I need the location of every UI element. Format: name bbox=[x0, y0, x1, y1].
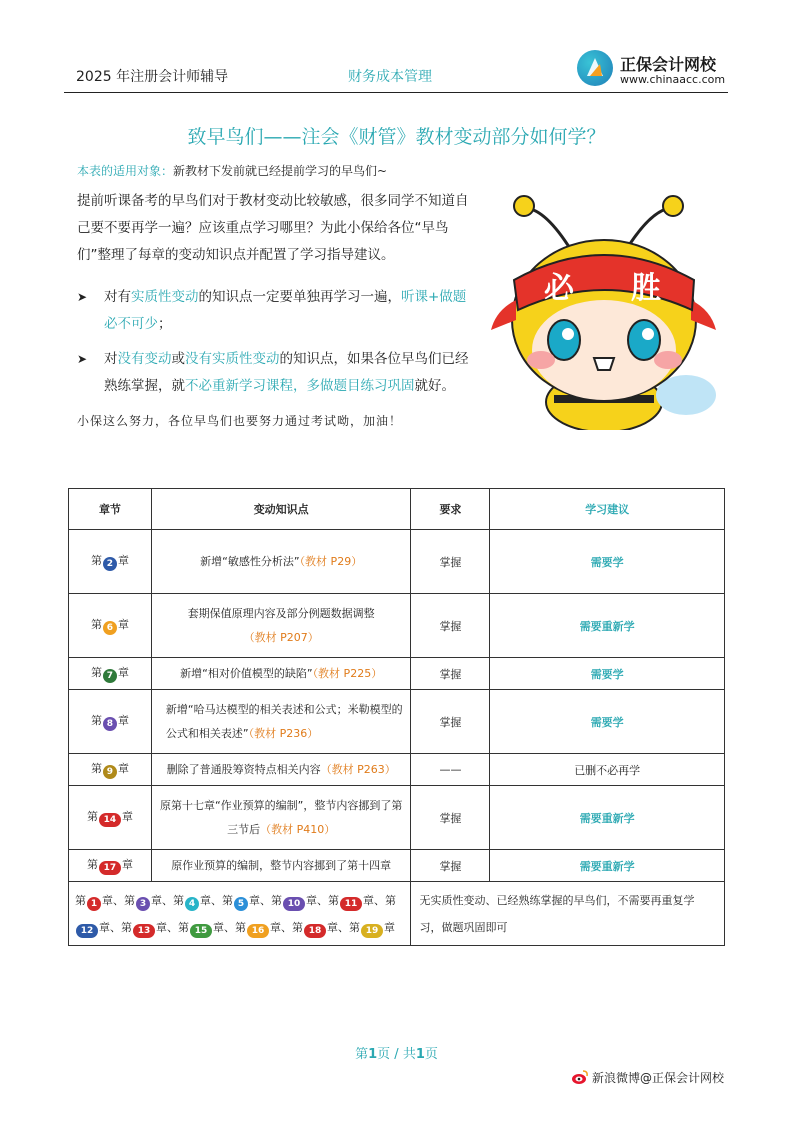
arrow-icon: ➤ bbox=[77, 352, 88, 366]
advice-cell: 需要重新学 bbox=[490, 594, 725, 658]
chapter-suffix: 章、 bbox=[213, 920, 235, 934]
bullet-text: 的知识点一定要单独再学习一遍， bbox=[198, 289, 401, 305]
chapter-number-badge: 16 bbox=[247, 924, 269, 938]
pager-current: 1 bbox=[368, 1047, 378, 1062]
chapter-prefix: 第 bbox=[75, 893, 86, 907]
chapter-number-badge: 3 bbox=[136, 897, 150, 911]
bullet-highlight: 没有变动 bbox=[117, 351, 172, 367]
chapter-number-badge: 10 bbox=[283, 897, 305, 911]
pager-text: 第 bbox=[355, 1047, 369, 1062]
requirement-cell: 掌握 bbox=[411, 786, 490, 850]
knowledge-cell bbox=[151, 690, 411, 754]
header-course: 2025 年注册会计师辅导 bbox=[76, 69, 229, 85]
chapter-cell bbox=[69, 690, 152, 754]
chapter-prefix: 第 bbox=[173, 893, 184, 907]
bullet-text: 对有 bbox=[104, 289, 131, 305]
logo-url: www.chinaacc.com bbox=[620, 73, 726, 86]
bullet-highlight: 实质性变动 bbox=[131, 289, 199, 305]
knowledge-text: 原第十七章“作业预算的编制”，整节内容挪到了第三节后 bbox=[159, 798, 403, 836]
chapter-prefix: 第 bbox=[90, 762, 102, 775]
chapter-number-badge: 18 bbox=[304, 924, 326, 938]
bullet-highlight: 没有实质性变动 bbox=[185, 351, 280, 367]
textbook-ref: （教材 P263） bbox=[320, 762, 396, 776]
chapter-suffix: 章 bbox=[121, 858, 133, 871]
requirement-cell: 掌握 bbox=[411, 690, 490, 754]
chapter-prefix: 第 bbox=[90, 714, 102, 727]
knowledge-cell bbox=[151, 754, 411, 786]
knowledge-text: 套期保值原理内容及部分例题数据调整 bbox=[187, 606, 375, 620]
advice-cell: 需要学 bbox=[490, 658, 725, 690]
knowledge-cell bbox=[151, 594, 411, 658]
table-row bbox=[69, 594, 725, 658]
page-indicator bbox=[0, 1043, 793, 1062]
chapter-number-badge: 19 bbox=[361, 924, 383, 938]
chapter-prefix: 第 bbox=[121, 920, 132, 934]
header-requirement: 要求 bbox=[411, 489, 490, 530]
table-row bbox=[69, 658, 725, 690]
knowledge-cell bbox=[151, 658, 411, 690]
logo-icon bbox=[577, 50, 613, 86]
chapter-suffix: 章 bbox=[117, 618, 129, 631]
bullet-1 bbox=[77, 284, 477, 338]
headband-char-right: 胜 bbox=[631, 271, 661, 306]
bullet-text: 或 bbox=[171, 351, 185, 367]
chapter-number-badge: 12 bbox=[76, 924, 98, 938]
advice-cell: 需要学 bbox=[490, 690, 725, 754]
bullet-text: 的知识点，如果各位早鸟们已经熟练掌握，就 bbox=[104, 351, 469, 394]
chapter-suffix: 章、 bbox=[99, 920, 121, 934]
chapter-prefix: 第 bbox=[90, 666, 102, 679]
knowledge-text: 删除了普通股筹资特点相关内容 bbox=[166, 762, 321, 776]
table-row-unchanged bbox=[69, 882, 725, 946]
bullet-highlight: 听课+做题必不可少 bbox=[104, 289, 467, 332]
pager-text: 页 bbox=[424, 1047, 438, 1062]
chapter-prefix: 第 bbox=[178, 920, 189, 934]
chapter-prefix: 第 bbox=[292, 920, 303, 934]
chapter-cell bbox=[69, 850, 152, 882]
bullet-text: 对 bbox=[104, 351, 118, 367]
chapter-suffix: 章 bbox=[121, 810, 133, 823]
bullet-2 bbox=[77, 346, 477, 400]
requirement-cell: 掌握 bbox=[411, 850, 490, 882]
advice-cell: 需要重新学 bbox=[490, 850, 725, 882]
knowledge-text: 原作业预算的编制，整节内容挪到了第十四章 bbox=[171, 858, 392, 872]
header-subject: 财务成本管理 bbox=[348, 69, 432, 85]
chapter-suffix: 章、 bbox=[249, 893, 271, 907]
chapter-cell bbox=[69, 754, 152, 786]
chapter-number-badge: 15 bbox=[190, 924, 212, 938]
requirement-cell: 掌握 bbox=[411, 594, 490, 658]
header-advice: 学习建议 bbox=[490, 489, 725, 530]
pager-total: 1 bbox=[415, 1047, 425, 1062]
advice-cell: 需要学 bbox=[490, 530, 725, 594]
chapter-suffix: 章、 bbox=[306, 893, 328, 907]
bullet-text: ； bbox=[158, 316, 172, 332]
chapter-number-badge: 13 bbox=[133, 924, 155, 938]
changes-table bbox=[68, 488, 725, 946]
chapter-suffix: 章 bbox=[384, 920, 395, 934]
bee-mascot-illustration bbox=[486, 190, 721, 434]
chapter-number-badge: 11 bbox=[340, 897, 362, 911]
subtitle-label: 本表的适用对象： bbox=[77, 164, 174, 178]
knowledge-text: 新增“哈马达模型的相关表述和公式；米勒模型的公式和相关表述” bbox=[165, 702, 403, 740]
bullet-text: 就好。 bbox=[414, 378, 455, 394]
table-row bbox=[69, 530, 725, 594]
subtitle bbox=[77, 162, 387, 179]
knowledge-text: 新增“相对价值模型的缺陷” bbox=[180, 666, 313, 680]
chapter-suffix: 章、 bbox=[200, 893, 222, 907]
chapter-suffix: 章 bbox=[117, 762, 129, 775]
chapter-prefix: 第 bbox=[235, 920, 246, 934]
chapter-prefix: 第 bbox=[90, 554, 102, 567]
requirement-cell: —— bbox=[411, 754, 490, 786]
chapter-prefix: 第 bbox=[86, 810, 98, 823]
knowledge-cell bbox=[151, 530, 411, 594]
chapter-suffix: 章、 bbox=[327, 920, 349, 934]
knowledge-cell bbox=[151, 786, 411, 850]
unchanged-note-cell: 无实质性变动、已经熟练掌握的早鸟们，不需要再重复学习，做题巩固即可 bbox=[411, 882, 725, 946]
chapter-prefix: 第 bbox=[385, 893, 396, 907]
chapter-prefix: 第 bbox=[86, 858, 98, 871]
chapter-suffix: 章、 bbox=[102, 893, 124, 907]
chapter-cell bbox=[69, 658, 152, 690]
advice-cell: 已删不必再学 bbox=[490, 754, 725, 786]
chapter-number-badge: 5 bbox=[234, 897, 248, 911]
textbook-ref: （教材 P29） bbox=[299, 554, 363, 568]
subtitle-text: 新教材下发前就已经提前学习的早鸟们~ bbox=[173, 164, 388, 178]
table-row bbox=[69, 690, 725, 754]
header-chapter: 章节 bbox=[69, 489, 152, 530]
chapter-cell bbox=[69, 530, 152, 594]
intro-text: 提前听课备考的早鸟们对于教材变动比较敏感，很多同学不知道自己要不要再学一遍？应该重点学习哪里？为此小保给各位“早鸟们”整理了每章的变动知识点并配置了学习指导建议。 bbox=[77, 193, 469, 263]
intro-paragraph bbox=[77, 188, 477, 269]
chapter-suffix: 章、 bbox=[151, 893, 173, 907]
chapter-suffix: 章、 bbox=[270, 920, 292, 934]
knowledge-text: 新增“敏感性分析法” bbox=[200, 554, 300, 568]
chapter-number-badge: 7 bbox=[103, 669, 117, 683]
chapter-prefix: 第 bbox=[124, 893, 135, 907]
chapter-suffix: 章 bbox=[117, 714, 129, 727]
table-row bbox=[69, 850, 725, 882]
textbook-ref: （教材 P225） bbox=[312, 666, 383, 680]
chapter-number-badge: 14 bbox=[99, 813, 121, 827]
chapter-prefix: 第 bbox=[222, 893, 233, 907]
chapter-prefix: 第 bbox=[328, 893, 339, 907]
outro-text: 小保这么努力，各位早鸟们也要努力通过考试呦，加油！ bbox=[77, 414, 403, 428]
chapter-suffix: 章、 bbox=[363, 893, 385, 907]
chapter-number-badge: 1 bbox=[87, 897, 101, 911]
table-header-row bbox=[69, 489, 725, 530]
logo-name: 正保会计网校 bbox=[620, 55, 717, 74]
header-divider bbox=[64, 92, 728, 93]
unchanged-chapters-cell bbox=[69, 882, 411, 946]
chapter-number-badge: 2 bbox=[103, 557, 117, 571]
bullet-highlight: 不必重新学习课程，多做题目练习巩固 bbox=[185, 378, 415, 394]
chapter-suffix: 章、 bbox=[156, 920, 178, 934]
chapter-number-badge: 6 bbox=[103, 621, 117, 635]
chapter-suffix: 章 bbox=[117, 666, 129, 679]
arrow-icon: ➤ bbox=[77, 290, 88, 304]
chapter-prefix: 第 bbox=[90, 618, 102, 631]
headband-char-left: 必 bbox=[544, 271, 574, 306]
textbook-ref: （教材 P410） bbox=[260, 822, 336, 836]
advice-cell: 需要重新学 bbox=[490, 786, 725, 850]
header-knowledge: 变动知识点 bbox=[151, 489, 411, 530]
table-row bbox=[69, 754, 725, 786]
chapter-prefix: 第 bbox=[349, 920, 360, 934]
textbook-ref: （教材 P236） bbox=[248, 726, 319, 740]
chapter-cell bbox=[69, 594, 152, 658]
table-row bbox=[69, 786, 725, 850]
chapter-cell bbox=[69, 786, 152, 850]
chapter-number-badge: 4 bbox=[185, 897, 199, 911]
chapter-number-badge: 9 bbox=[103, 765, 117, 779]
textbook-ref: （教材 P207） bbox=[243, 630, 319, 644]
page-title: 致早鸟们——注会《财管》教材变动部分如何学？ bbox=[187, 126, 606, 148]
weibo-handle: 新浪微博@正保会计网校 bbox=[592, 1071, 725, 1085]
knowledge-cell bbox=[151, 850, 411, 882]
weibo-icon bbox=[571, 1069, 589, 1089]
chapter-prefix: 第 bbox=[271, 893, 282, 907]
requirement-cell: 掌握 bbox=[411, 658, 490, 690]
chapter-number-badge: 17 bbox=[99, 861, 121, 875]
chapter-suffix: 章 bbox=[117, 554, 129, 567]
chapter-number-badge: 8 bbox=[103, 717, 117, 731]
pager-text: 页 / 共 bbox=[377, 1047, 416, 1062]
requirement-cell: 掌握 bbox=[411, 530, 490, 594]
